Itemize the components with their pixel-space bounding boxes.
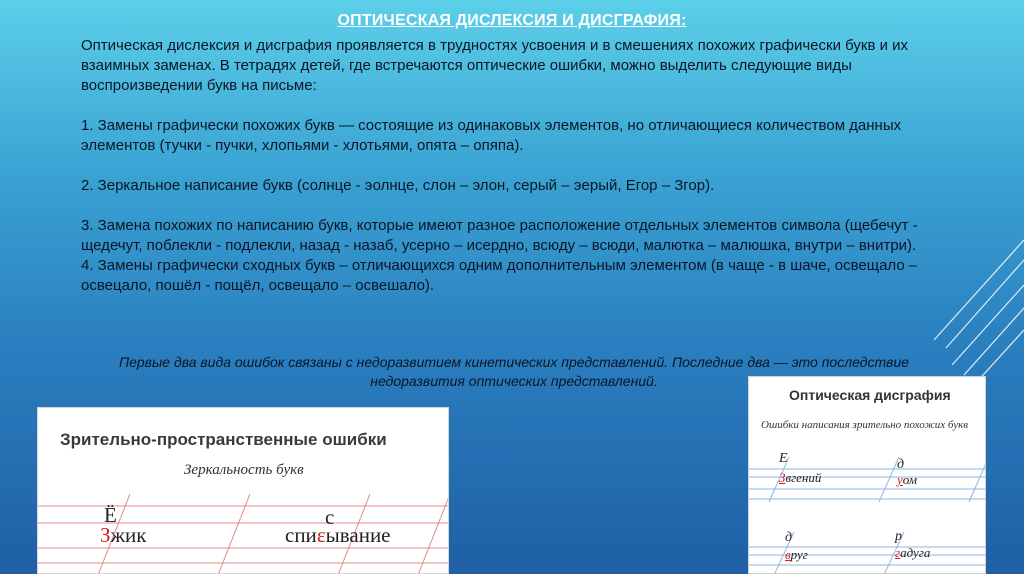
conclusion-text: Первые два вида ошибок связаны с недоразвитием кинетических представлений. Последние два — это последствие недоразвития оптических представлений. [118, 354, 910, 389]
word2-rest: ывание [325, 523, 391, 547]
word2 [285, 523, 391, 548]
word2-correct-letter: с [325, 505, 335, 529]
word1-rest: жик [110, 523, 147, 547]
word1 [100, 523, 146, 548]
w3-rest: руг [790, 547, 808, 562]
w4-word [895, 545, 930, 561]
intro-paragraph: Оптическая дислексия и дисграфия проявляется в трудностях усвоения и в смешениях похожих графически букв и их взаимных заменах. В тетрадях детей, где встречаются оптические ошибки, можно выделить следующие виды воспроизведении букв на письме: [81, 37, 909, 94]
w2-rest: ом [902, 472, 918, 487]
slide-title: ОПТИЧЕСКАЯ ДИСЛЕКСИЯ И ДИСГРАФИЯ: [337, 12, 687, 29]
word1-correct-letter: Ё [104, 503, 117, 527]
item-1: 1. Замены графически похожих букв — состоящие из одинаковых элементов, но отличающиеся количеством данных элементов (тучки - пучки, хлопьями - хлотьями, опята – опяпа). [81, 117, 902, 154]
w2-word [897, 472, 917, 488]
w4-rest: адуга [900, 545, 931, 560]
item-3: 3. Замена похожих по написанию букв, которые имеют разное расположение отдельных элементов символа (щебечут - щедечут, поблекли - подлекли, назад - назаб, усерно – исердно, всюду – всюди, малютка – малюшка, внутри – внитри). [81, 217, 918, 254]
w2-correct-letter: д [897, 457, 905, 472]
w3-word [785, 547, 808, 563]
mirror-letters-image [37, 407, 449, 574]
word1-error-letter: З [100, 523, 111, 547]
w1-rest: вгений [785, 470, 822, 485]
slide-body [81, 36, 947, 296]
optical-dysgraphia-image [748, 376, 986, 574]
w1-word [779, 470, 821, 486]
w3-error-letter: в [785, 547, 791, 562]
w4-error-letter: г [895, 545, 901, 560]
decorative-lines [934, 230, 1024, 390]
left-image-subtitle: Зеркальность букв [184, 462, 304, 478]
right-image-subtitle: Ошибки написания зрительно похожих букв [761, 419, 969, 431]
w2-error-letter: у [897, 472, 903, 487]
item-4: 4. Замены графически сходных букв – отличающихся одним дополнительным элементом (в чаще - в шаче, освещало – освецало, пошёл - пощёл, освещало – освешало). [81, 257, 918, 294]
w1-correct-letter: Е [779, 451, 788, 466]
left-image-title: Зрительно-пространственные ошибки [60, 430, 387, 449]
word2-start: спи [285, 523, 317, 547]
w4-correct-letter: р [895, 529, 902, 544]
right-image-title: Оптическая дисграфия [789, 387, 951, 403]
word2-error-letter: ɛ [316, 523, 326, 547]
item-2: 2. Зеркальное написание букв (солнце - эолнце, слон – элон, серый – эерый, Егор – Згор). [81, 177, 715, 194]
w1-error-letter: З [779, 470, 786, 485]
w3-correct-letter: д [785, 530, 793, 545]
